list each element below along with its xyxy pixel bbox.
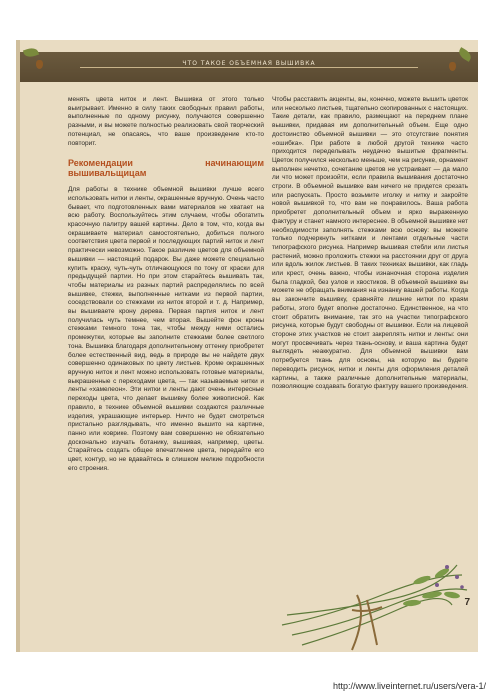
source-url[interactable]: http://www.liveinternet.ru/users/vera-1/ (332, 681, 486, 691)
right-text-column (272, 96, 468, 392)
left-acorn-icon (36, 60, 43, 69)
herb-bundle-illustration (272, 555, 472, 660)
page-number: 7 (464, 597, 470, 608)
magazine-page (16, 40, 478, 652)
left-body-text: Для работы в технике объемной вышивки лучше всего использовать нитки и ленты, окрашенные вручную. Очень часто бывает, что подготовленных вами материалов не хватает на всю работу. Воспользуйтесь этим случаем, чтобы обогатить красочную палитру вашей картины. Дело в том, что, когда вы окрашиваете материал самостоятельно, добиться полного соответствия цвета первой и последующих партий ниток и лент практически невозможно. Такое различие цветов для объемной вышивки — настоящий подарок. Вы даже можете специально купить краску, чуть-чуть отличающуюся по тону от краски для предыдущей партии. Но при этом старайтесь вышивать так, чтобы материалы из разных партий распределялись по всей вышивке, стежки, выполненные нитками из первой партии, соседствовали со стежками из ниток второй и т. д. Например, вы вышиваете крону дерева. Первая партия ниток и лент получилась чуть темнее, чем вторая. Вышейте фон кроны стежками темного тона так, чтобы между ними остались промежутки, которые вы заполните стежками более светлого тона. Вышивка благодаря дополнительному оттенку приобретет более естественный вид, ведь в природе вы не найдете двух совершенно одинаковых по цвету листьев. Кроме окрашенных вручную ниток и лент можно использовать готовые материалы, выкрашенные с переходами цвета, — так называемые нитки и ленты «хамелеон». Эти нитки и ленты дают очень интересные переходы цвета, что делает вышивку более живописной. Как правило, в технике объемной вышивки создаются различные изделия, украшающие интерьер. Ничто не будет смотреться пристально разглядывать, что именно вышито на картине, панно или коврике. Поэтому вам совершенно не обязательно досконально изучать ботанику, вышивая, например, цветы. Старайтесь создать общее впечатление цвета, передайте его цвет, контур, но не вдавайтесь в слишком мелкие подробности его строения. (68, 186, 264, 472)
page-header-title: ЧТО ТАКОЕ ОБЪЕМНАЯ ВЫШИВКА (182, 60, 316, 67)
intro-paragraph: менять цвета ниток и лент. Вышивка от этого только выигрывает. Именно в силу таких свободных правил работы, выполненные по одному рисунку, получаются совершенно разными, и вы можете полностью реализовать свой творческий потенциал, не опасаясь, что ваше произведение кто-то повторит. (68, 96, 264, 147)
header-rule (80, 67, 418, 68)
left-text-column (68, 96, 264, 473)
right-acorn-icon (449, 62, 456, 71)
right-body-text: Чтобы расставить акценты, вы, конечно, можете вышить цветок или несколько листьев, тщательно скопированных с настоящих. Такие детали, как правило, размещают на переднем плане вышивки, придавая им дополнительный объем. Еще одно достоинство объемной вышивки — это отсутствие понятия «ошибка». При работе в любой другой технике часто приходится переделывать неудачно вышитые фрагменты. Цветок получился несколько меньше, чем на рисунке, орнамент выполнен нечетко, сочетание цветов не устраивает — да мало ли что может произойти, если правила вышивания достаточно строги. В объемной вышивке вам ничего не придется срезать или распускать. Просто возьмите иголку и нитку и закройте новой вышивкой то, что вам не понравилось. Ваша работа приобретет дополнительный объем и ярко выраженную фактуру и станет намного интереснее. В объемной вышивке нет необходимости заполнять стежками всю основу: вы можете только подчеркнуть нитками и лентами отдельные части типографского рисунка. Например вышивая стебли или листья растений, можно проложить стежки на расстоянии друг от друга или вдоль жилок листьев. В таких техниках вышивки, как гладь или крест, очень важно, чтобы изнаночная сторона изделия была гладкой, без узлов и хвостиков. В объемной вышивке вы можете не обращать внимания на изнанку вашей работы. Когда вы закончите вышивку, сравняйте лишние нитки по краям работы, этого будет вполне достаточно. Единственное, на что стоит обратить внимание, так это на участки типографского рисунка, которые будут свободны от вышивки. Если на лицевой стороне этих участков не стоит закреплять нитки и ленты: они могут просвечивать через ткань-основу, и ваша картина будет выглядеть неаккуратно. Для объемной вышивки вам потребуется ткань для основы, на которую вы будете переводить рисунок, нитки и ленты для оформления деталей картины, а также различные дополнительные материалы, позволяющие создавать богатую фактуру вашего произведения. (272, 96, 468, 391)
section-heading: Рекомендации начинающим вышивальщицам (68, 158, 264, 179)
